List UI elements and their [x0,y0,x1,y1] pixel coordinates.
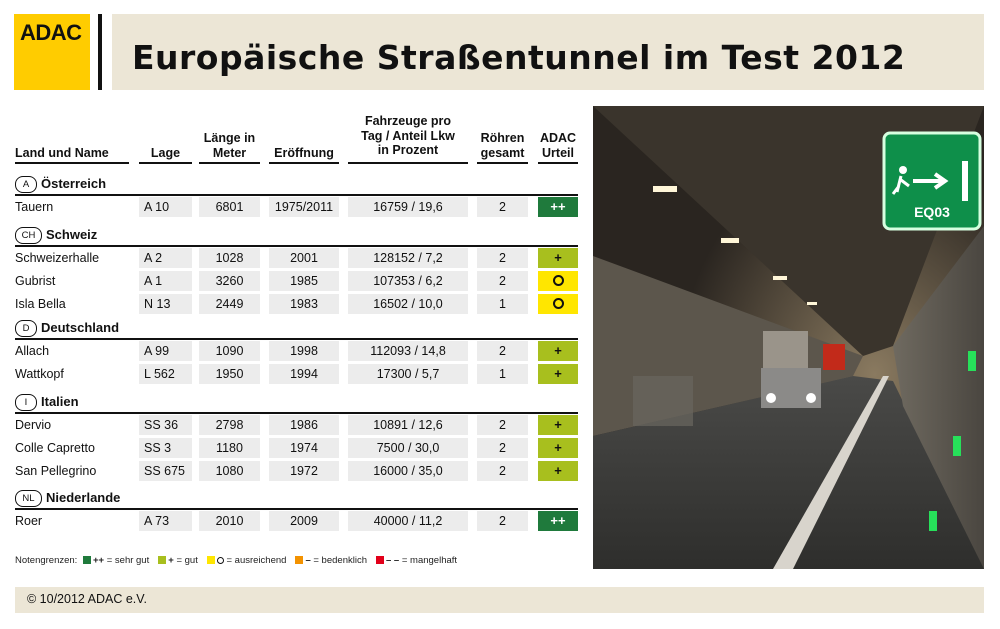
cell-length: 6801 [199,197,260,217]
col-header-tubes-line1: Röhren [480,131,525,145]
tunnel-photo [593,106,984,569]
legend-label: Notengrenzen: [15,555,78,566]
col-header-rating-line1: ADAC [539,131,577,145]
cell-opening: 1986 [269,415,339,435]
footer-band [15,587,984,613]
cell-vehicles: 16759 / 19,6 [348,197,468,217]
country-name: Österreich [41,176,107,191]
cell-opening: 2009 [269,511,339,531]
col-header-lage: Lage [150,146,181,160]
col-header-tubes-line2: gesamt [480,145,525,160]
legend-item [373,555,457,566]
col-header-name: Land und Name [15,146,109,160]
legend-item [292,555,367,566]
tunnel-name: Gubrist [15,274,56,288]
rating-badge: + [538,461,578,481]
cell-tubes: 2 [477,341,528,361]
cell-lage: N 13 [139,294,192,314]
cell-vehicles: 16000 / 35,0 [348,461,468,481]
logo-divider [98,14,102,90]
cell-length: 1080 [199,461,260,481]
col-header-vehicles-line2: Tag / Anteil Lkw [361,128,455,143]
page-title: Europäische Straßentunnel im Test 2012 [132,38,906,77]
cell-tubes: 2 [477,415,528,435]
rating-badge: + [538,364,578,384]
section-rule [15,508,578,510]
cell-length: 1028 [199,248,260,268]
cell-opening: 1974 [269,438,339,458]
cell-lage: SS 3 [139,438,192,458]
cell-opening: 1972 [269,461,339,481]
country-name: Deutschland [41,320,120,335]
cell-opening: 1994 [269,364,339,384]
col-header-rating [538,131,578,160]
cell-vehicles: 7500 / 30,0 [348,438,468,458]
col-header-vehicles-line1: Fahrzeuge pro [364,114,452,128]
legend-symbol: ++ [92,555,105,566]
cell-length: 1090 [199,341,260,361]
rating-badge: + [538,341,578,361]
cell-vehicles: 10891 / 12,6 [348,415,468,435]
legend-symbol: – – [385,555,400,566]
header-rule [477,162,528,164]
cell-length: 2798 [199,415,260,435]
cell-vehicles: 128152 / 7,2 [348,248,468,268]
header-rule [348,162,468,164]
cell-vehicles: 17300 / 5,7 [348,364,468,384]
rating-badge: + [538,415,578,435]
cell-tubes: 2 [477,197,528,217]
legend-circle-icon [217,557,224,564]
rating-badge: ++ [538,197,578,217]
rating-circle-icon [553,275,564,286]
cell-tubes: 2 [477,461,528,481]
cell-tubes: 2 [477,248,528,268]
cell-lage: SS 36 [139,415,192,435]
legend-text: = sehr gut [106,555,150,566]
cell-tubes: 2 [477,271,528,291]
cell-tubes: 2 [477,438,528,458]
tunnel-name: Allach [15,344,50,358]
legend-item [80,555,149,566]
cell-vehicles: 107353 / 6,2 [348,271,468,291]
header-rule [139,162,192,164]
tunnel-name: Colle Capretto [15,441,95,455]
cell-opening: 1998 [269,341,339,361]
country-code-badge: NL [15,490,42,507]
rating-badge [538,271,578,291]
cell-length: 3260 [199,271,260,291]
cell-lage: A 10 [139,197,192,217]
legend-swatch [207,556,215,564]
cell-opening: 1975/2011 [269,197,339,217]
tunnel-name: Isla Bella [15,297,66,311]
legend-text: = bedenklich [313,555,367,566]
legend-item [155,555,198,566]
copyright: © 10/2012 ADAC e.V. [27,592,147,606]
country-name: Italien [41,394,79,409]
rating-badge: ++ [538,511,578,531]
legend-text: = gut [176,555,198,566]
legend-text: = mangelhaft [401,555,458,566]
cell-lage: A 1 [139,271,192,291]
cell-vehicles: 16502 / 10,0 [348,294,468,314]
cell-opening: 1983 [269,294,339,314]
tunnel-name: Schweizerhalle [15,251,100,265]
cell-lage: SS 675 [139,461,192,481]
grade-legend [15,555,463,566]
header-rule [199,162,260,164]
cell-lage: L 562 [139,364,192,384]
exit-sign-code: EQ03 [914,204,950,220]
cell-length: 1180 [199,438,260,458]
cell-lage: A 99 [139,341,192,361]
tunnel-name: Tauern [15,200,54,214]
logo-text: ADAC [20,20,82,45]
rating-badge: + [538,438,578,458]
legend-swatch [376,556,384,564]
rating-badge: + [538,248,578,268]
section-rule [15,338,578,340]
section-rule [15,412,578,414]
adac-logo [14,14,90,90]
cell-vehicles: 112093 / 14,8 [348,341,468,361]
tunnel-name: Dervio [15,418,52,432]
header-rule [538,162,578,164]
tunnel-name: Wattkopf [15,367,64,381]
title-band [112,14,984,90]
legend-item [204,555,287,566]
rating-circle-icon [553,298,564,309]
cell-length: 2010 [199,511,260,531]
legend-symbol: – [305,555,311,566]
cell-opening: 1985 [269,271,339,291]
section-rule [15,194,578,196]
col-header-length-line2: Meter [212,145,247,160]
col-header-length-line1: Länge in [203,131,256,145]
cell-lage: A 2 [139,248,192,268]
legend-items [80,555,463,566]
col-header-tubes [477,131,528,160]
cell-length: 2449 [199,294,260,314]
header-rule [15,162,129,164]
tunnel-name: San Pellegrino [15,464,97,478]
country-code-badge: CH [15,227,42,244]
cell-length: 1950 [199,364,260,384]
country-name: Schweiz [46,227,98,242]
country-code-badge: A [15,176,37,193]
rating-badge [538,294,578,314]
col-header-vehicles-line3: in Prozent [377,143,439,157]
legend-text: = ausreichend [226,555,287,566]
cell-tubes: 2 [477,511,528,531]
col-header-length [199,131,260,160]
legend-swatch [83,556,91,564]
cell-lage: A 73 [139,511,192,531]
section-rule [15,245,578,247]
tunnel-illustration [593,106,984,569]
country-code-badge: I [15,394,37,411]
cell-opening: 2001 [269,248,339,268]
legend-symbol: + [168,555,174,566]
cell-vehicles: 40000 / 11,2 [348,511,468,531]
col-header-rating-line2: Urteil [542,145,574,160]
col-header-vehicles [348,114,468,158]
cell-tubes: 1 [477,294,528,314]
cell-tubes: 1 [477,364,528,384]
header-rule [269,162,339,164]
legend-swatch [295,556,303,564]
tunnel-name: Roer [15,514,43,528]
col-header-opening: Eröffnung [274,146,334,160]
country-name: Niederlande [46,490,121,505]
legend-swatch [158,556,166,564]
country-code-badge: D [15,320,37,337]
